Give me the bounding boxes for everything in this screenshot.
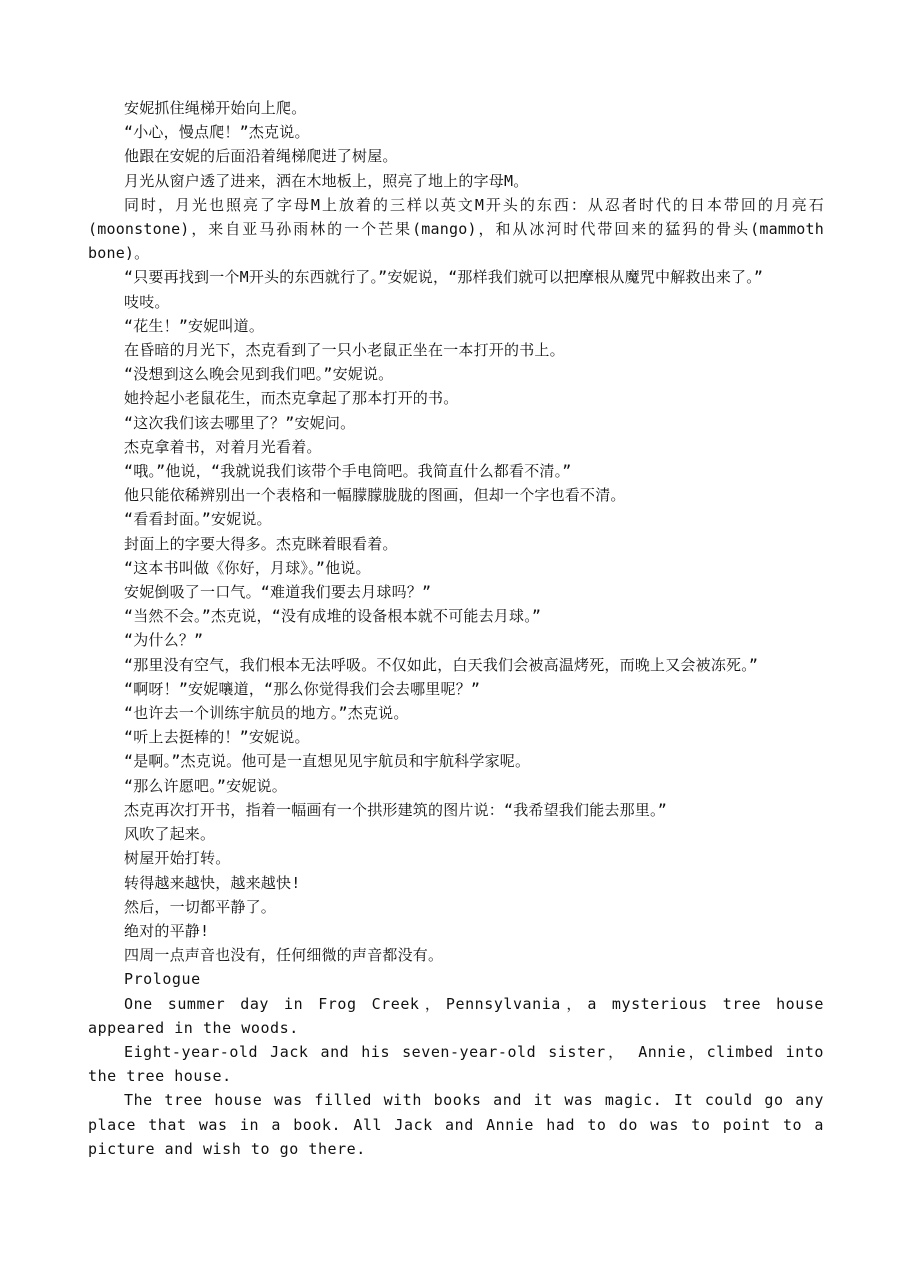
section-heading: Prologue: [124, 970, 201, 989]
paragraph: 他只能依稀辨别出一个表格和一幅朦朦胧胧的图画，但却一个字也看不清。: [124, 486, 626, 505]
paragraph: 转得越来越快，越来越快!: [124, 873, 301, 892]
paragraph: 树屋开始打转。: [124, 849, 231, 868]
paragraph: “那里没有空气，我们根本无法呼吸。不仅如此，白天我们会被高温烤死，而晚上又会被冻死。”: [124, 655, 759, 674]
paragraph: “哦。”他说，“我就说我们该带个手电筒吧。我简直什么都看不清。”: [124, 462, 572, 481]
paragraph: “看看封面。”安妮说。: [124, 510, 272, 529]
paragraph: 封面上的字要大得多。杰克眯着眼看着。: [124, 534, 398, 553]
paragraph: “当然不会。”杰克说，“没有成堆的设备根本就不可能去月球。”: [124, 607, 542, 626]
paragraph: “只要再找到一个M开头的东西就行了。”安妮说，“那样我们就可以把摩根从魔咒中解救出来了。”: [124, 268, 764, 287]
paragraph: 她拎起小老鼠花生，而杰克拿起了那本打开的书。: [124, 389, 459, 408]
paragraph: “是啊。”杰克说。他可是一直想见见宇航员和宇航科学家呢。: [124, 752, 531, 771]
paragraph: 绝对的平静!: [124, 921, 210, 940]
paragraph: 在昏暗的月光下，杰克看到了一只小老鼠正坐在一本打开的书上。: [124, 341, 565, 360]
paragraph: “这本书叫做《你好，月球》。”他说。: [124, 558, 371, 577]
paragraph: 然后，一切都平静了。: [124, 897, 277, 916]
paragraph: “啊呀！”安妮嚷道，“那么你觉得我们会去哪里呢？”: [124, 679, 481, 698]
paragraph: One summer day in Frog Creek，Pennsylvania，a mysterious tree house appeared in the woods.: [88, 994, 824, 1037]
document-page: [88, 96, 824, 1161]
paragraph: 安妮抓住绳梯开始向上爬。: [124, 99, 307, 117]
paragraph: “花生！”安妮叫道。: [124, 316, 265, 335]
paragraph: 风吹了起来。: [124, 825, 216, 844]
paragraph: “听上去挺棒的！”安妮说。: [124, 728, 310, 747]
paragraph: 他跟在安妮的后面沿着绳梯爬进了树屋。: [124, 147, 398, 166]
paragraph: “也许去一个训练宇航员的地方。”杰克说。: [124, 704, 409, 723]
paragraph: The tree house was filled with books and it was magic. It could go any place that was in a book. All Jack and Annie had to do was to point to a picture and wish to go there.: [88, 1091, 824, 1158]
paragraph: 杰克拿着书，对着月光看着。: [124, 437, 322, 456]
paragraph: 安妮倒吸了一口气。“难道我们要去月球吗？”: [124, 583, 432, 602]
paragraph: “那么许愿吧。”安妮说。: [124, 776, 287, 795]
paragraph: 月光从窗户透了进来，洒在木地板上，照亮了地上的字母M。: [124, 171, 529, 190]
paragraph: “没想到这么晚会见到我们吧。”安妮说。: [124, 365, 394, 384]
paragraph: “这次我们该去哪里了？”安妮问。: [124, 413, 356, 432]
paragraph: Eight-year-old Jack and his seven-year-old sister， Annie，climbed into the tree house.: [88, 1042, 824, 1086]
paragraph: “小心，慢点爬！”杰克说。: [124, 123, 310, 142]
paragraph: 杰克再次打开书，指着一幅画有一个拱形建筑的图片说：“我希望我们能去那里。”: [124, 800, 667, 819]
paragraph: 吱吱。: [124, 292, 170, 311]
paragraph: “为什么？”: [124, 631, 204, 650]
paragraph: 同时，月光也照亮了字母M上放着的三样以英文M开头的东西：从忍者时代的日本带回的月亮石(moonstone)，来自亚马孙雨林的一个芒果(mango)，和从冰河时代带回来的猛犸的骨头(mammoth bone)。: [88, 195, 824, 263]
paragraph: 四周一点声音也没有，任何细微的声音都没有。: [124, 946, 444, 965]
